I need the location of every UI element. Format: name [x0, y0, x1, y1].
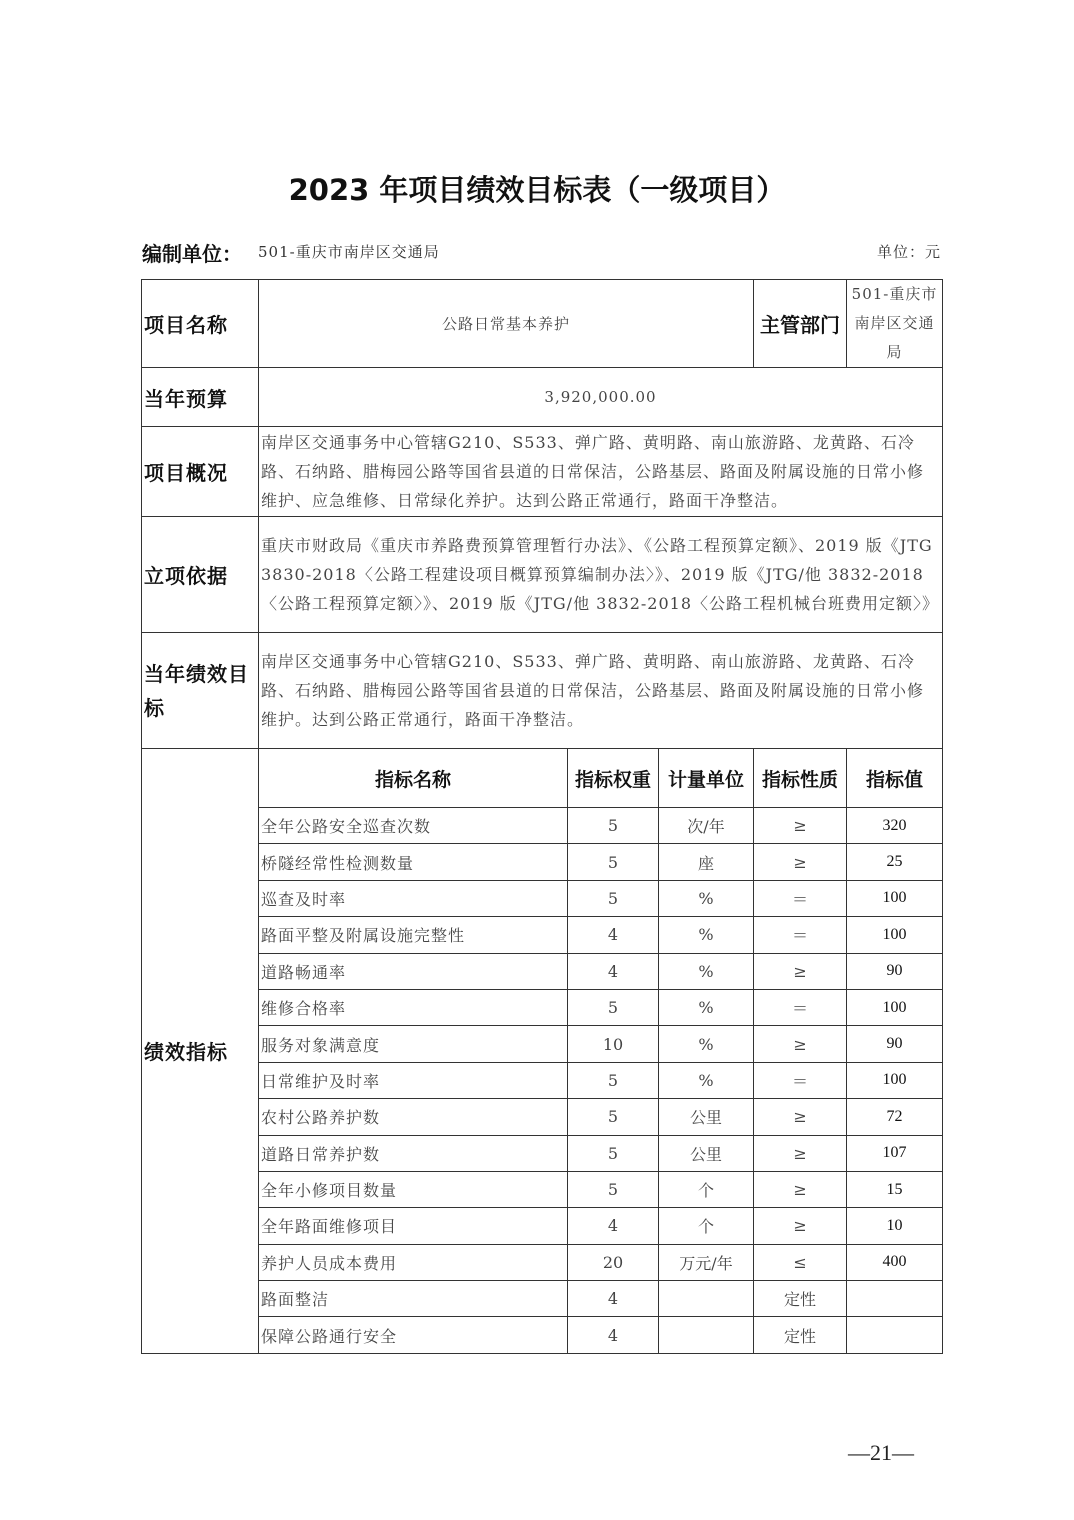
indicator-value: 107 — [847, 1135, 943, 1171]
indicator-name: 维修合格率 — [259, 989, 568, 1025]
indicator-nature: ≥ — [754, 1208, 847, 1244]
indicator-name: 巡查及时率 — [259, 880, 568, 916]
indicator-name: 保障公路通行安全 — [259, 1317, 568, 1353]
indicator-value: 400 — [847, 1244, 943, 1280]
page-number: —21— — [848, 1440, 914, 1465]
indicator-nature: ≥ — [754, 1171, 847, 1207]
indicator-weight: 10 — [568, 1026, 659, 1062]
goal-row — [142, 633, 943, 749]
indicator-nature: ＝ — [754, 917, 847, 953]
header-indicator-name: 指标名称 — [259, 749, 568, 808]
indicator-row — [142, 1171, 943, 1207]
indicator-row — [142, 1281, 943, 1317]
goal-value: 南岸区交通事务中心管辖G210、S533、弹广路、黄明路、南山旅游路、龙黄路、石冷路、石纳路、腊梅园公路等国省县道的日常保洁，公路基层、路面及附属设施的日常小修维护。达到公路正常通行，路面干净整洁。 — [259, 633, 943, 749]
indicator-nature: ＝ — [754, 1062, 847, 1098]
indicator-row — [142, 880, 943, 916]
indicator-value — [847, 1317, 943, 1353]
indicator-nature: ≤ — [754, 1244, 847, 1280]
page-title: 2023 年项目绩效目标表（一级项目） — [288, 173, 786, 207]
indicator-nature: ≥ — [754, 1099, 847, 1135]
indicator-row — [142, 953, 943, 989]
currency-unit: 单位：元 — [876, 243, 941, 261]
budget-value: 3,920,000.00 — [259, 368, 943, 427]
indicator-row — [142, 1208, 943, 1244]
indicator-weight: 5 — [568, 989, 659, 1025]
indicator-unit — [659, 1281, 754, 1317]
indicator-value: 100 — [847, 917, 943, 953]
header-value: 指标值 — [847, 749, 943, 808]
indicator-unit: 万元/年 — [659, 1244, 754, 1280]
indicator-name: 养护人员成本费用 — [259, 1244, 568, 1280]
indicator-value: 100 — [847, 1062, 943, 1098]
indicator-name: 全年路面维修项目 — [259, 1208, 568, 1244]
indicator-weight: 4 — [568, 917, 659, 953]
indicator-unit: 公里 — [659, 1099, 754, 1135]
indicator-row — [142, 1317, 943, 1353]
indicator-name: 全年小修项目数量 — [259, 1171, 568, 1207]
indicator-row — [142, 917, 943, 953]
indicator-row — [142, 1244, 943, 1280]
indicator-name: 服务对象满意度 — [259, 1026, 568, 1062]
project-name-row — [142, 280, 943, 368]
indicator-nature: ≥ — [754, 1135, 847, 1171]
indicator-unit: 公里 — [659, 1135, 754, 1171]
budget-label: 当年预算 — [142, 368, 259, 427]
indicator-weight: 5 — [568, 880, 659, 916]
indicator-nature: ≥ — [754, 953, 847, 989]
indicator-unit: 座 — [659, 844, 754, 880]
indicator-name: 日常维护及时率 — [259, 1062, 568, 1098]
indicator-name: 道路畅通率 — [259, 953, 568, 989]
indicator-unit: % — [659, 953, 754, 989]
indicator-value: 100 — [847, 880, 943, 916]
header-nature: 指标性质 — [754, 749, 847, 808]
indicator-unit: % — [659, 1026, 754, 1062]
compiling-unit-value: 501-重庆市南岸区交通局 — [258, 243, 440, 261]
goal-label: 当年绩效目标 — [142, 633, 259, 749]
indicator-nature: ＝ — [754, 989, 847, 1025]
overview-label: 项目概况 — [142, 427, 259, 517]
indicator-weight: 5 — [568, 808, 659, 844]
indicator-row — [142, 1135, 943, 1171]
indicator-value: 25 — [847, 844, 943, 880]
indicator-weight: 5 — [568, 1062, 659, 1098]
basis-label: 立项依据 — [142, 517, 259, 633]
indicator-value — [847, 1281, 943, 1317]
indicator-row — [142, 1099, 943, 1135]
basis-row — [142, 517, 943, 633]
indicator-weight: 4 — [568, 953, 659, 989]
indicator-unit: 次/年 — [659, 808, 754, 844]
indicator-name: 农村公路养护数 — [259, 1099, 568, 1135]
indicator-value: 100 — [847, 989, 943, 1025]
indicator-nature: ≥ — [754, 844, 847, 880]
project-name-label: 项目名称 — [142, 280, 259, 368]
indicator-unit — [659, 1317, 754, 1353]
indicator-row — [142, 989, 943, 1025]
budget-row — [142, 368, 943, 427]
header-weight: 指标权重 — [568, 749, 659, 808]
compiling-unit-label: 编制单位： — [142, 242, 242, 266]
indicator-nature: ≥ — [754, 808, 847, 844]
indicator-unit: 个 — [659, 1171, 754, 1207]
indicator-unit: 个 — [659, 1208, 754, 1244]
indicator-weight: 4 — [568, 1208, 659, 1244]
indicator-weight: 5 — [568, 844, 659, 880]
indicator-name: 路面平整及附属设施完整性 — [259, 917, 568, 953]
indicator-name: 全年公路安全巡查次数 — [259, 808, 568, 844]
header-unit: 计量单位 — [659, 749, 754, 808]
indicator-value: 72 — [847, 1099, 943, 1135]
indicator-row — [142, 1026, 943, 1062]
indicator-header-row — [142, 749, 943, 808]
indicator-unit: % — [659, 917, 754, 953]
indicator-unit: % — [659, 989, 754, 1025]
dept-value: 501-重庆市南岸区交通局 — [847, 280, 943, 368]
indicator-nature: 定性 — [754, 1317, 847, 1353]
indicator-row — [142, 844, 943, 880]
indicator-weight: 20 — [568, 1244, 659, 1280]
indicator-weight: 5 — [568, 1135, 659, 1171]
overview-value: 南岸区交通事务中心管辖G210、S533、弹广路、黄明路、南山旅游路、龙黄路、石冷路、石纳路、腊梅园公路等国省县道的日常保洁，公路基层、路面及附属设施的日常小修维护、应急维修、日常绿化养护。达到公路正常通行，路面干净整洁。 — [259, 427, 943, 517]
indicator-name: 桥隧经常性检测数量 — [259, 844, 568, 880]
indicator-nature: 定性 — [754, 1281, 847, 1317]
indicator-row — [142, 808, 943, 844]
indicator-value: 320 — [847, 808, 943, 844]
indicator-unit: % — [659, 880, 754, 916]
indicator-value: 15 — [847, 1171, 943, 1207]
indicator-row — [142, 1062, 943, 1098]
indicator-name: 道路日常养护数 — [259, 1135, 568, 1171]
basis-value: 重庆市财政局《重庆市养路费预算管理暂行办法》、《公路工程预算定额》、2019 版《JTG3830-2018〈公路工程建设项目概算预算编制办法〉》、2019 版《JTG/他 3832-2018〈公路工程预算定额〉》、2019 版《JTG/他 3832-2018〈公路工程机械台班费用定额〉》 — [259, 517, 943, 633]
indicator-unit: % — [659, 1062, 754, 1098]
project-name-value: 公路日常基本养护 — [259, 280, 754, 368]
indicator-weight: 5 — [568, 1099, 659, 1135]
indicator-nature: ＝ — [754, 880, 847, 916]
indicator-weight: 4 — [568, 1281, 659, 1317]
indicator-nature: ≥ — [754, 1026, 847, 1062]
dept-label: 主管部门 — [754, 280, 847, 368]
indicator-value: 90 — [847, 1026, 943, 1062]
indicator-weight: 5 — [568, 1171, 659, 1207]
indicator-weight: 4 — [568, 1317, 659, 1353]
overview-row — [142, 427, 943, 517]
indicator-value: 90 — [847, 953, 943, 989]
indicator-name: 路面整洁 — [259, 1281, 568, 1317]
indicator-value: 10 — [847, 1208, 943, 1244]
indicators-section-label: 绩效指标 — [142, 749, 259, 1354]
performance-goal-table — [141, 279, 943, 1354]
